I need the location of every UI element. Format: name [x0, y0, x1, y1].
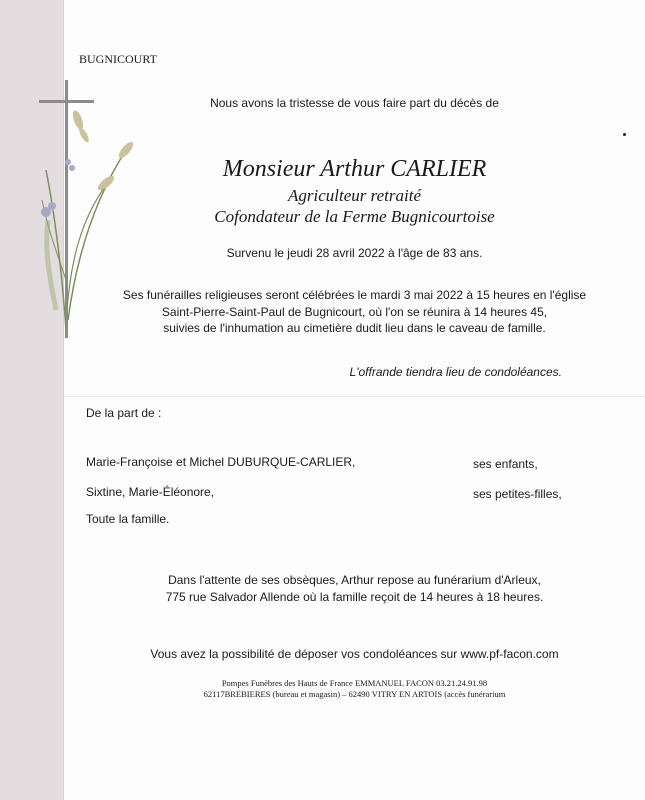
footer-line-2: 62117BREBIERES (bureau et magasin) – 62490 VITRY EN ARTOIS (accès funérarium: [203, 689, 506, 699]
funeral-line-1: Ses funérailles religieuses seront célébrées le mardi 3 mai 2022 à 15 heures en l'église: [122, 288, 587, 302]
deceased-name: Monsieur Arthur CARLIER: [222, 156, 487, 182]
rest-line-2: 775 rue Salvador Allende où la famille reçoit de 14 heures à 18 heures.: [165, 590, 544, 604]
condolences-note: Vous avez la possibilité de déposer vos condoléances sur www.pf-facon.com: [150, 647, 559, 661]
funeral-line-2: Saint-Pierre-Saint-Paul de Bugnicourt, où l'on se réunira à 14 heures 45,: [161, 305, 548, 319]
deceased-title-1: Agriculteur retraité: [288, 186, 421, 205]
family-relation: ses enfants,: [473, 457, 538, 471]
offering-note: L'offrande tiendra lieu de condoléances.: [349, 365, 562, 379]
deceased-title-2: Cofondateur de la Ferme Bugnicourtoise: [214, 207, 495, 226]
family-names: Marie-Françoise et Michel DUBURQUE-CARLIER,: [86, 455, 356, 469]
funeral-line-3: suivies de l'inhumation au cimetière dudit lieu dans le caveau de famille.: [163, 321, 546, 335]
family-names: Sixtine, Marie-Éléonore,: [86, 485, 215, 499]
rest-line-1: Dans l'attente de ses obsèques, Arthur repose au funérarium d'Arleux,: [168, 573, 541, 587]
intro-text: Nous avons la tristesse de vous faire part du décès de: [210, 96, 499, 110]
death-date: Survenu le jeudi 28 avril 2022 à l'âge de 83 ans.: [226, 246, 483, 260]
town-header: BUGNICOURT: [79, 52, 157, 66]
family-names: Toute la famille.: [86, 512, 170, 526]
from-label: De la part de :: [86, 406, 162, 420]
footer-line-1: Pompes Funèbres des Hauts de France EMMANUEL FACON 03.21.24.91.98: [221, 678, 488, 688]
family-relation: ses petites-filles,: [473, 487, 562, 501]
fold-line: [64, 396, 645, 397]
scan-speck: [623, 133, 626, 136]
